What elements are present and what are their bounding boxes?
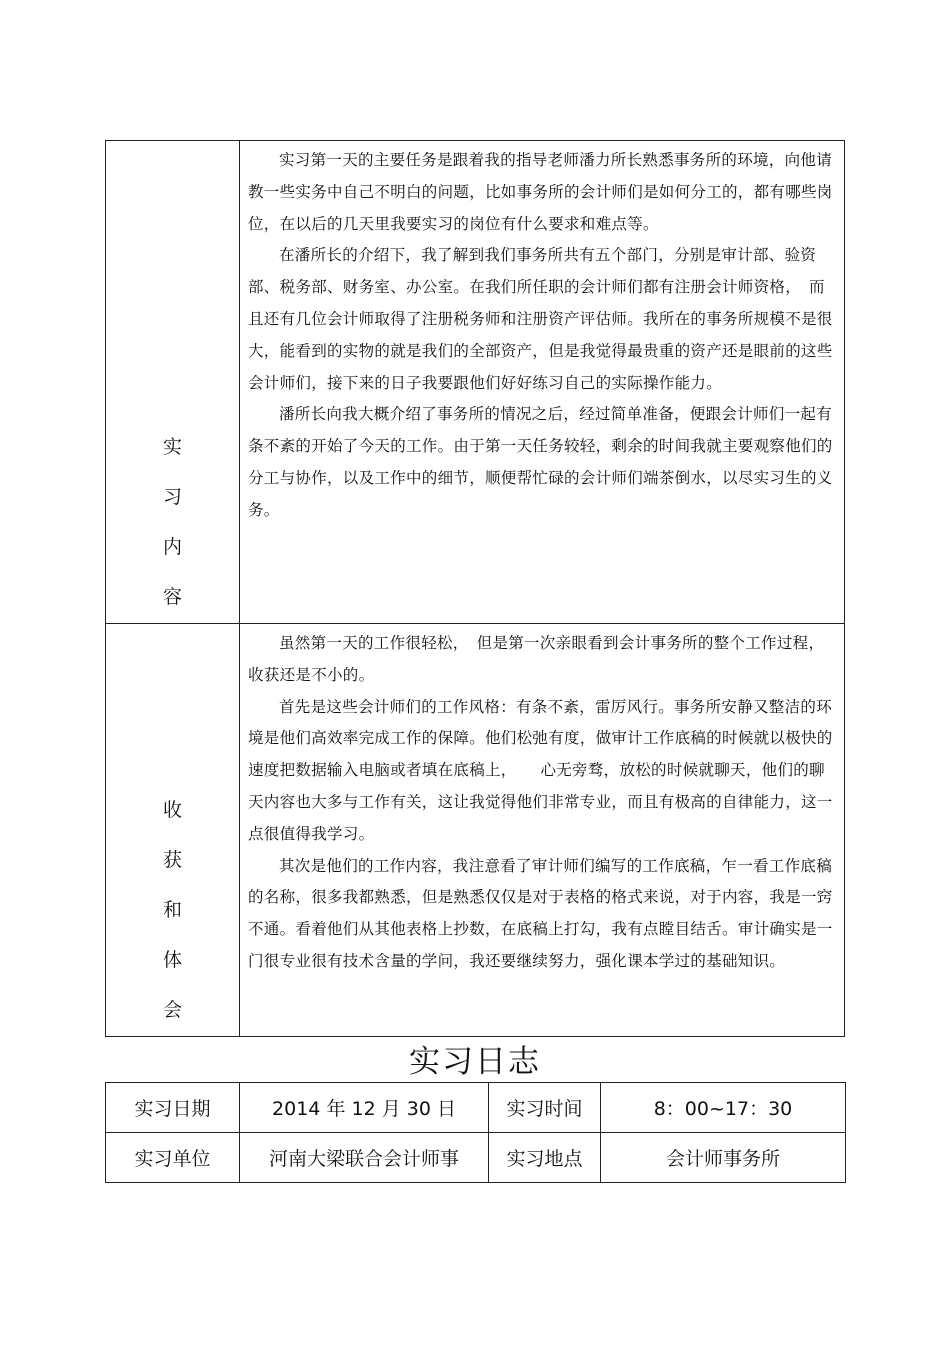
log-info-row [106, 1133, 846, 1183]
internship-content-text [240, 141, 845, 624]
internship-content-row [106, 141, 845, 624]
log-info-row [106, 1083, 846, 1133]
gains-row [106, 624, 845, 1037]
time-value: 8：00~17：30 [601, 1083, 846, 1133]
label-char: 容 [162, 586, 182, 608]
gains-label-cell [106, 624, 240, 1037]
journal-content-table [105, 140, 845, 1037]
unit-label: 实习单位 [106, 1133, 240, 1183]
location-label: 实习地点 [489, 1133, 601, 1183]
label-char: 体 [162, 949, 182, 971]
label-char: 实 [162, 436, 182, 458]
paragraph: 实习第一天的主要任务是跟着我的指导老师潘力所长熟悉事务所的环境，向他请教一些实务中自己不明白的问题，比如事务所的会计师们是如何分工的，都有哪些岗位，在以后的几天里我要实习的岗位有什么要求和难点等。 [248, 151, 833, 233]
log-title: 实习日志 [409, 1044, 541, 1080]
log-info-table [105, 1082, 846, 1183]
label-char: 和 [162, 899, 182, 921]
time-label: 实习时间 [489, 1083, 601, 1133]
paragraph: 首先是这些会计师们的工作风格：有条不紊，雷厉风行。事务所安静又整洁的环境是他们高效率完成工作的保障。他们松弛有度，做审计工作底稿的时候就以极快的速度把数据输入电脑或者填在底稿上， 心无旁骛，放松的时候就聊天，他们的聊天内容也大多与工作有关，这让我觉得他们非常专业，而且有极高的自律能力，这一点很值得我学习。 [248, 697, 833, 843]
unit-value: 河南大梁联合会计师事 [240, 1133, 489, 1183]
internship-content-label-cell [106, 141, 240, 624]
location-value: 会计师事务所 [601, 1133, 846, 1183]
paragraph: 其次是他们的工作内容，我注意看了审计师们编写的工作底稿，乍一看工作底稿的名称，很多我都熟悉，但是熟悉仅仅是对于表格的格式来说，对于内容，我是一窍不通。看着他们从其他表格上抄数，在底稿上打勾，我有点瞠目结舌。审计确实是一门很专业很有技术含量的学问，我还要继续努力，强化课本学过的基础知识。 [248, 856, 833, 970]
label-char: 收 [162, 799, 182, 821]
gains-text [240, 624, 845, 1037]
label-char: 内 [162, 536, 182, 558]
date-value: 2014 年 12 月 30 日 [240, 1083, 489, 1133]
date-label: 实习日期 [106, 1083, 240, 1133]
label-char: 会 [162, 999, 182, 1021]
paragraph: 在潘所长的介绍下，我了解到我们事务所共有五个部门，分别是审计部、验资部、税务部、财务室、办公室。在我们所任职的会计师们都有注册会计师资格， 而且还有几位会计师取得了注册税务师和注册资产评估师。我所在的事务所规模不是很大，能看到的实物的就是我们的全部资产，但是我觉得最贵重的资产还是眼前的这些会计师们，接下来的日子我要跟他们好好练习自己的实际操作能力。 [248, 246, 833, 392]
paragraph: 虽然第一天的工作很轻松， 但是第一次亲眼看到会计事务所的整个工作过程，收获还是不小的。 [248, 634, 825, 684]
paragraph: 潘所长向我大概介绍了事务所的情况之后，经过简单准备，便跟会计师们一起有条不紊的开始了今天的工作。由于第一天任务较轻，剩余的时间我就主要观察他们的分工与协作，以及工作中的细节，顺便帮忙碌的会计师们端茶倒水，以尽实习生的义务。 [248, 405, 833, 519]
label-char: 获 [162, 849, 182, 871]
label-char: 习 [162, 486, 182, 508]
